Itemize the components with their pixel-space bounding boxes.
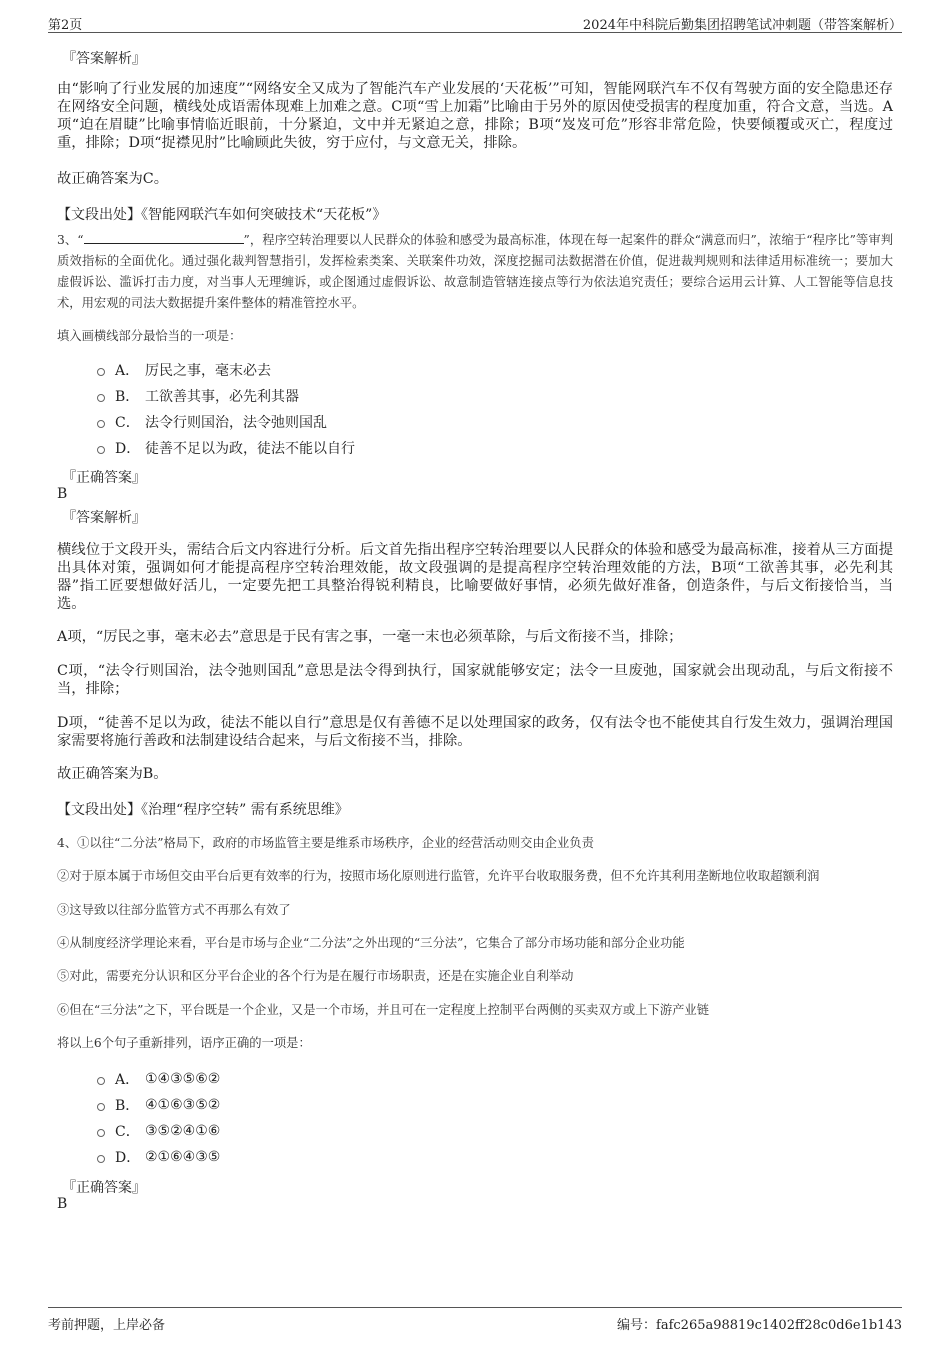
q3-option-c[interactable]: C． 法令行则国治，法令弛则国乱	[97, 412, 327, 432]
q4-option-d[interactable]: D． ②①⑥④③⑤	[97, 1147, 220, 1167]
q4-option-a[interactable]: A． ①④③⑤⑥②	[97, 1069, 220, 1089]
q3-option-b[interactable]: B． 工欲善其事，必先利其器	[97, 386, 299, 406]
q3-stem-text: ”，程序空转治理要以人民群众的体验和感受为最高标准，体现在每一起案件的群众“满意而归”，浓缩于“程序比”等审判质效指标的全面优化。通过强化裁判智慧指引，发挥检索类案、关联案件功效，深度挖掘司法数据潜在价值，促进裁判规则和法律适用标准统一；要加大虚假诉讼、滥诉打击力度，对当事人无理缠诉，或企图通过虚假诉讼、故意制造管辖连接点等行为依法追究责任；要综合运用云计算、人工智能等信息技术，用宏观的司法大数据提升案件整体的精准管控水平。	[57, 233, 893, 310]
q3-number: 3、“	[57, 233, 84, 247]
q3-option-a[interactable]: A． 厉民之事，毫末必去	[97, 360, 271, 380]
q4-sentence-5: ⑤对此，需要充分认识和区分平台企业的各个行为是在履行市场职责，还是在实施企业自利举动	[57, 969, 574, 983]
q4-sentence-6: ⑥但在“三分法”之下，平台既是一个企业，又是一个市场，并且可在一定程度上控制平台两侧的买卖双方或上下游产业链	[57, 1003, 710, 1017]
q3-instruction: 填入画横线部分最恰当的一项是：	[57, 329, 242, 343]
q4-option-b[interactable]: B． ④①⑥③⑤②	[97, 1095, 220, 1115]
q4-sentence-1: 4、①以往“二分法”格局下，政府的市场监管主要是维系市场秩序，企业的经营活动则交由企业负责	[57, 836, 594, 850]
radio-icon[interactable]	[97, 446, 105, 454]
q3-note-c: C项，“法令行则国治，法令弛则国乱”意思是法令得到执行，国家就能够安定；法令一旦废弛，国家就会出现动乱，与后文衔接不当，排除；	[57, 663, 893, 697]
footer-slogan: 考前押题，上岸必备	[48, 1318, 166, 1333]
q4-sentence-4: ④从制度经济学理论来看，平台是市场与企业“二分法”之外出现的“三分法”，它集合了部分市场功能和部分企业功能	[57, 936, 685, 950]
page-number: 第2页	[48, 18, 83, 33]
q3-note-d: D项，“徒善不足以为政，徒法不能以自行”意思是仅有善德不足以处理国家的政务，仅有法令也不能使其自行发生效力，强调治理国家需要将施行善政和法制建设结合起来，与后文衔接不当，排除。	[57, 715, 893, 749]
document-code: 编号：fafc265a98819c1402ff28c0d6e1b143	[617, 1318, 902, 1333]
radio-icon[interactable]	[97, 368, 105, 376]
q3-answer: B	[57, 486, 68, 502]
radio-icon[interactable]	[97, 420, 105, 428]
q2-analysis-label: 『答案解析』	[62, 51, 146, 67]
q3-stem	[57, 230, 893, 314]
radio-icon[interactable]	[97, 1155, 105, 1163]
page-header	[48, 10, 902, 33]
q3-option-d[interactable]: D． 徒善不足以为政，徒法不能以自行	[97, 438, 355, 458]
radio-icon[interactable]	[97, 394, 105, 402]
document-title: 2024年中科院后勤集团招聘笔试冲刺题（带答案解析）	[582, 18, 902, 33]
q3-source: 【文段出处】《治理“程序空转” 需有系统思维》	[57, 802, 349, 818]
radio-icon[interactable]	[97, 1077, 105, 1085]
q2-analysis: 由“影响了行业发展的加速度”“网络安全又成为了智能汽车产业发展的‘天花板’”可知，智能网联汽车不仅有驾驶方面的安全隐患还存在网络安全问题，横线处成语需体现难上加难之意。C项“雪上加霜”比喻由于另外的原因使受损害的程度加重，符合文意，当选。A项“迫在眉睫”比喻事情临近眼前，十分紧迫，文中并无紧迫之意，排除；B项“岌岌可危”形容非常危险，快要倾覆或灭亡，程度过重，排除；D项“捉襟见肘”比喻顾此失彼，穷于应付，与文意无关，排除。	[57, 81, 893, 151]
q4-sentence-3: ③这导致以往部分监管方式不再那么有效了	[57, 903, 291, 917]
q4-sentence-2: ②对于原本属于市场但交由平台后更有效率的行为，按照市场化原则进行监管，允许平台收取服务费，但不允许其利用垄断地位收取超额利润	[57, 869, 820, 883]
q3-conclusion: 故正确答案为B。	[57, 766, 168, 782]
radio-icon[interactable]	[97, 1103, 105, 1111]
q4-instruction: 将以上6个句子重新排列，语序正确的一项是：	[57, 1036, 311, 1050]
q3-analysis-label: 『答案解析』	[62, 510, 146, 526]
q4-answer-label: 『正确答案』	[62, 1180, 146, 1196]
q2-source: 【文段出处】《智能网联汽车如何突破技术“天花板”》	[57, 207, 387, 223]
q4-answer: B	[57, 1196, 68, 1212]
q3-note-a: A项，“厉民之事，毫末必去”意思是于民有害之事，一毫一末也必须革除，与后文衔接不当，排除；	[57, 629, 683, 645]
page-footer	[48, 1307, 902, 1334]
q3-answer-label: 『正确答案』	[62, 470, 146, 486]
q4-option-c[interactable]: C． ③⑤②④①⑥	[97, 1121, 220, 1141]
q2-conclusion: 故正确答案为C。	[57, 171, 169, 187]
radio-icon[interactable]	[97, 1129, 105, 1137]
q3-blank	[84, 231, 244, 244]
q3-analysis: 横线位于文段开头，需结合后文内容进行分析。后文首先指出程序空转治理要以人民群众的体验和感受为最高标准，接着从三方面提出具体对策，强调如何才能提高程序空转治理效能，故文段强调的是提高程序空转治理效能的方法，B项“工欲善其事，必先利其器”指工匠要想做好活儿，一定要先把工具整治得锐利精良，比喻要做好事情，必须先做好准备，创造条件，与后文衔接恰当，当选。	[57, 542, 893, 612]
